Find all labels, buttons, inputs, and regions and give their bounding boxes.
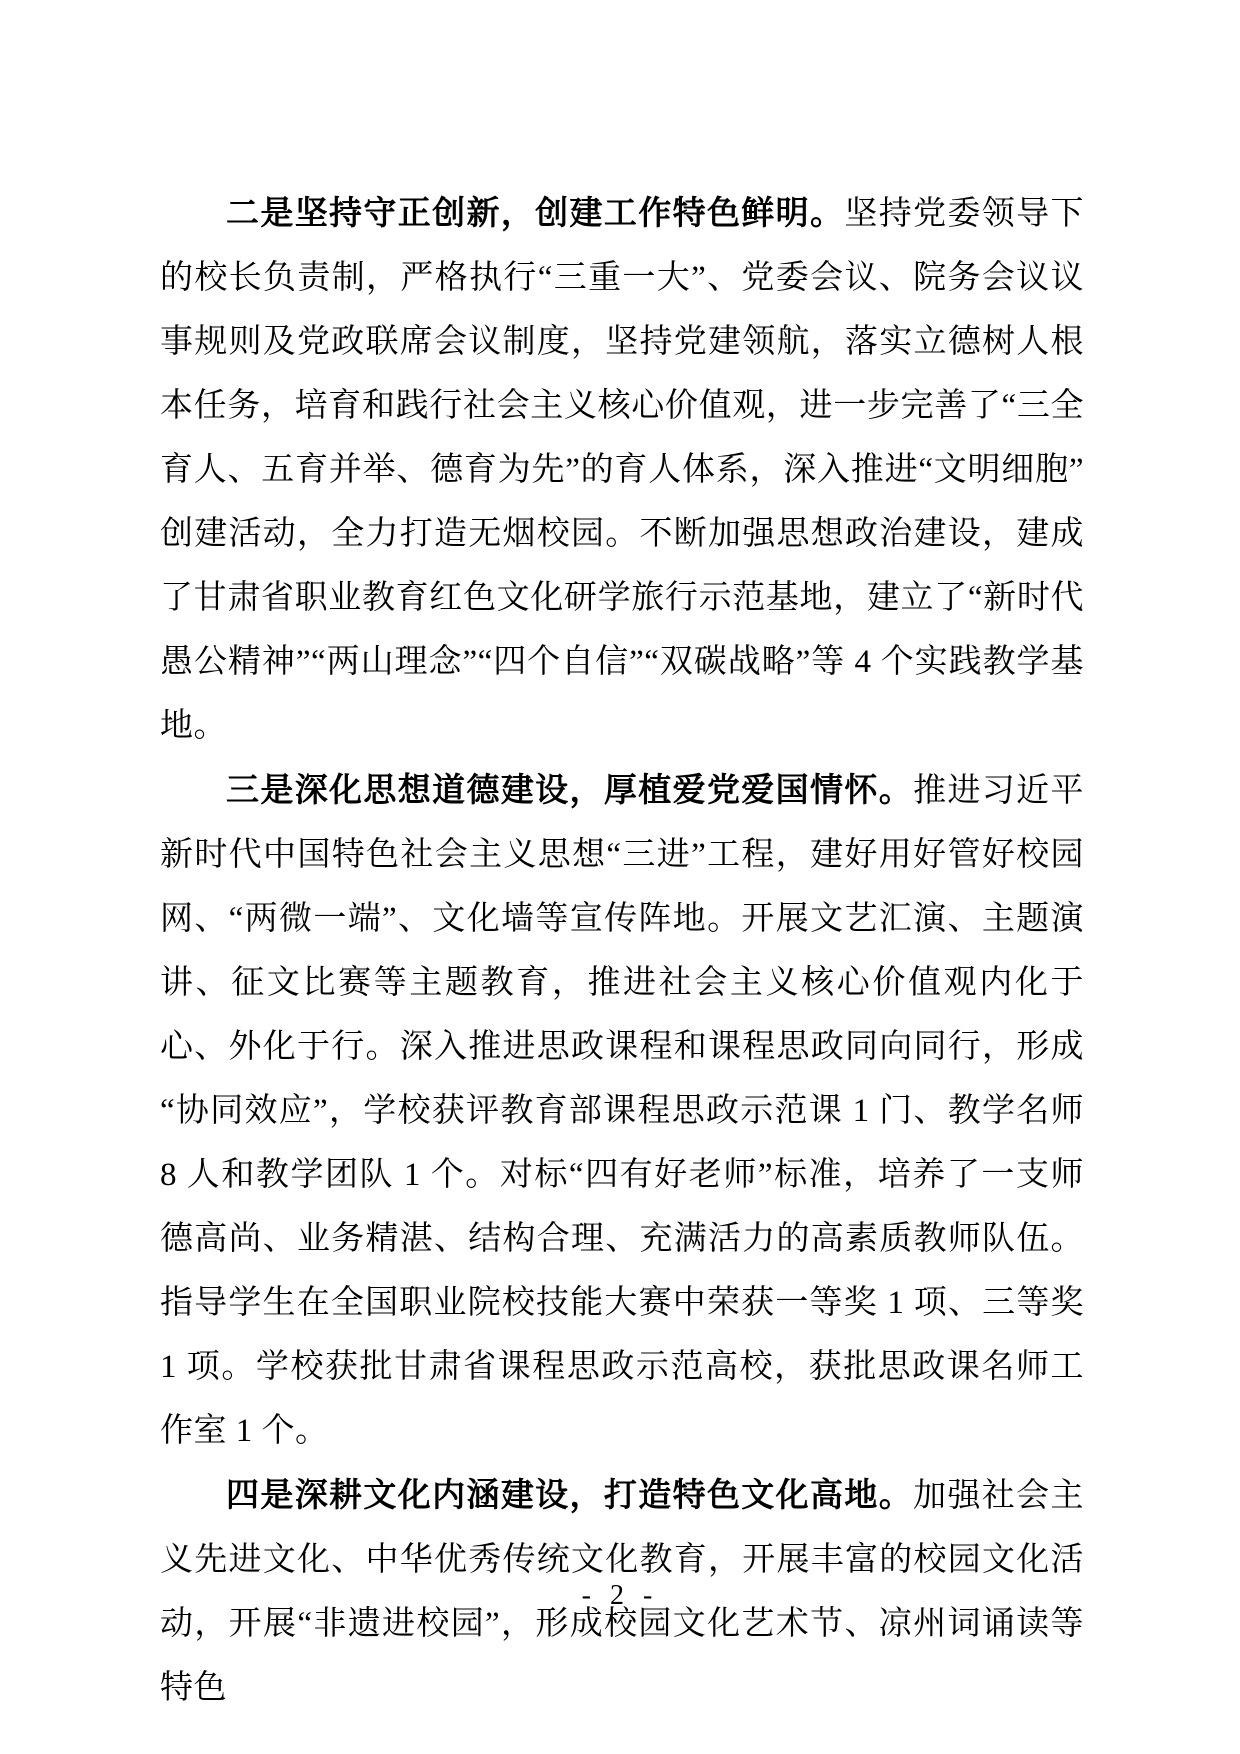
page-number: - 2 -: [581, 1580, 659, 1611]
paragraph-lead: 三是深化思想道德建设，厚植爱党爱国情怀。: [226, 771, 914, 808]
paragraph-body: 坚持党委领导下的校长负责制，严格执行“三重一大”、党委会议、院务会议议事规则及党政联席会议制度，坚持党建领航，落实立德树人根本任务，培育和践行社会主义核心价值观，进一步完善了“三全育人、五育并举、德育为先”的育人体系，深入推进“文明细胞”创建活动，全力打造无烟校园。不断加强思想政治建设，建成了甘肃省职业教育红色文化研学旅行示范基地，建立了“新时代愚公精神”“两山理念”“四个自信”“双碳战略”等 4 个实践教学基地。: [160, 196, 1085, 744]
page-content: [160, 181, 1084, 1720]
paragraph-lead: 二是坚持守正创新，创建工作特色鲜明。: [226, 194, 845, 231]
paragraph-body: 加强社会主义先进文化、中华优秀传统文化教育，开展丰富的校园文化活动，开展“非遗进校园”，形成校园文化艺术节、凉州词诵读等特色: [160, 1478, 1085, 1706]
paragraph-lead: 四是深耕文化内涵建设，打造特色文化高地。: [226, 1476, 914, 1513]
paragraph-body: 推进习近平新时代中国特色社会主义思想“三进”工程，建好用好管好校园网、“两微一端”、文化墙等宣传阵地。开展文艺汇演、主题演讲、征文比赛等主题教育，推进社会主义核心价值观内化于心、外化于行。深入推进思政课程和课程思政同向同行，形成“协同效应”，学校获评教育部课程思政示范课 1 门、教学名师 8 人和教学团队 1 个。对标“四有好老师”标准，培养了一支师德高尚、业务精湛、结构合理、充满活力的高素质教师队伍。指导学生在全国职业院校技能大赛中荣获一等奖 1 项、三等奖 1 项。学校获批甘肃省课程思政示范高校，获批思政课名师工作室 1 个。: [160, 773, 1085, 1449]
paragraph: [160, 758, 1084, 1463]
paragraph: [160, 181, 1084, 758]
